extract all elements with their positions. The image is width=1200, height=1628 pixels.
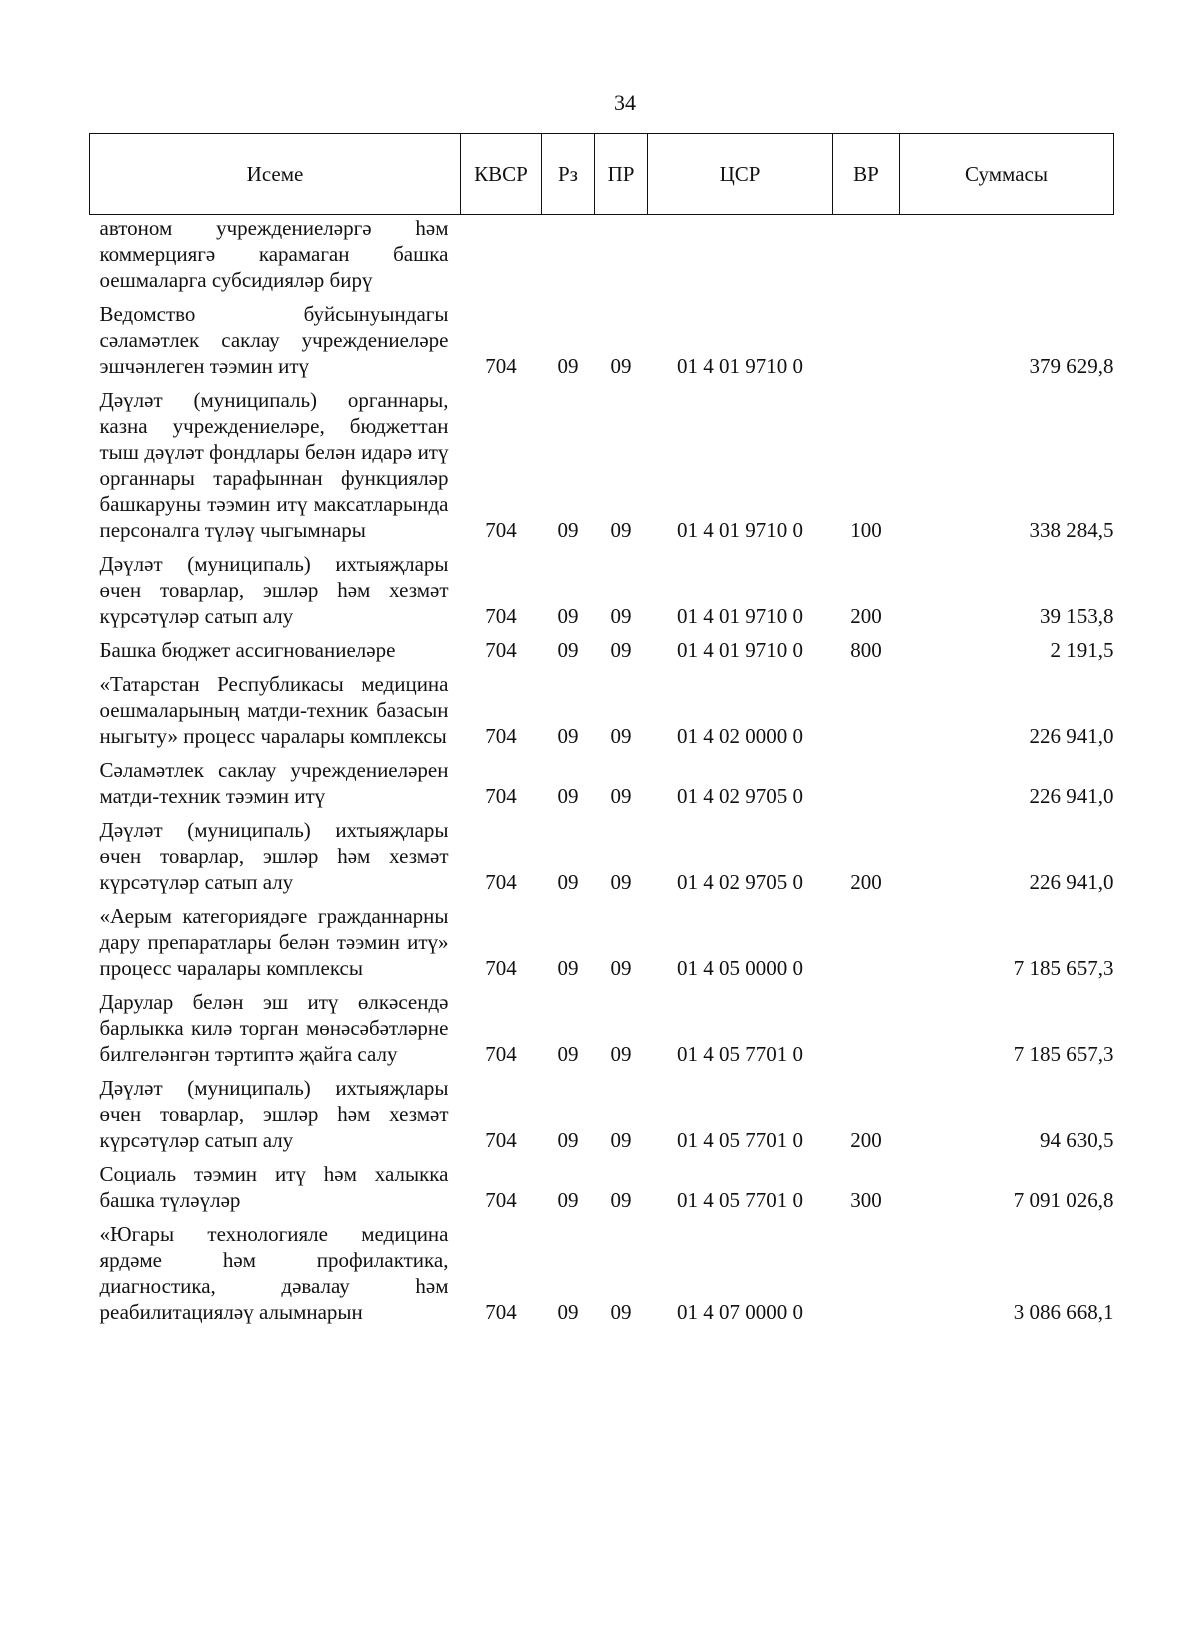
budget-table	[89, 133, 1114, 1325]
table-row	[90, 749, 1114, 809]
row-pr: 09	[610, 724, 632, 748]
row-kvsr: 704	[485, 604, 517, 628]
row-rz: 09	[557, 638, 579, 662]
row-name: Дарулар белән эш итү өлкәсендә барлыкка килә торган мөнәсәбәтләрне билгеләнгән тәртиптә җайга салу	[99, 990, 449, 1066]
row-pr: 09	[610, 784, 632, 808]
row-sum	[900, 215, 1114, 294]
row-csr: 01 4 01 9710 0	[677, 604, 803, 628]
row-pr	[595, 215, 648, 294]
row-sum: 7 091 026,8	[1013, 1188, 1114, 1212]
row-vr: 300	[850, 1188, 882, 1212]
row-kvsr	[461, 215, 542, 294]
row-vr	[833, 749, 900, 809]
header-pr: ПР	[595, 134, 648, 215]
row-rz: 09	[557, 518, 579, 542]
row-rz: 09	[557, 1188, 579, 1212]
table-row	[90, 1067, 1114, 1153]
table-row	[90, 663, 1114, 749]
row-csr: 01 4 01 9710 0	[677, 518, 803, 542]
row-pr: 09	[610, 1128, 632, 1152]
row-sum: 379 629,8	[1029, 354, 1114, 378]
row-sum: 7 185 657,3	[1013, 1042, 1114, 1066]
row-pr: 09	[610, 638, 632, 662]
row-rz: 09	[557, 724, 579, 748]
row-name: Дәүләт (муниципаль) ихтыяҗлары өчен товарлар, эшләр һәм хезмәт күрсәтүләр сатып алу	[99, 1076, 449, 1152]
row-sum: 226 941,0	[1029, 724, 1114, 748]
row-name: Дәүләт (муниципаль) органнары, казна учреждениеләре, бюджеттан тыш дәүләт фондлары белән идарә итү органнары тарафыннан функцияләр башкаруны тәэмин итү максатларында персоналга түләү чыгымнары	[99, 388, 449, 542]
row-sum: 7 185 657,3	[1013, 956, 1114, 980]
row-rz: 09	[557, 1128, 579, 1152]
row-rz: 09	[557, 956, 579, 980]
row-csr: 01 4 01 9710 0	[677, 354, 803, 378]
row-rz: 09	[557, 354, 579, 378]
table-row	[90, 1213, 1114, 1325]
row-kvsr: 704	[485, 956, 517, 980]
row-sum: 226 941,0	[1029, 784, 1114, 808]
row-pr: 09	[610, 518, 632, 542]
row-csr: 01 4 05 7701 0	[677, 1188, 803, 1212]
row-name: Дәүләт (муниципаль) ихтыяҗлары өчен товарлар, эшләр һәм хезмәт күрсәтүләр сатып алу	[99, 552, 449, 628]
row-kvsr: 704	[485, 1188, 517, 1212]
row-kvsr: 704	[485, 870, 517, 894]
row-kvsr: 704	[485, 1128, 517, 1152]
row-rz: 09	[557, 1042, 579, 1066]
row-vr	[833, 1213, 900, 1325]
row-kvsr: 704	[485, 354, 517, 378]
row-name: «Аерым категориядәге гражданнарны дару препаратлары белән тәэмин итү» процесс чаралары комплексы	[99, 904, 449, 980]
table-row	[90, 293, 1114, 379]
row-name: «Татарстан Республикасы медицина оешмаларының матди-техник базасын ныгыту» процесс чаралары комплексы	[99, 672, 449, 748]
row-vr	[833, 215, 900, 294]
row-csr: 01 4 02 9705 0	[677, 870, 803, 894]
row-pr: 09	[610, 870, 632, 894]
table-row	[90, 981, 1114, 1067]
row-vr: 200	[850, 604, 882, 628]
row-vr: 800	[850, 638, 882, 662]
row-pr: 09	[610, 1042, 632, 1066]
row-name: Социаль тәэмин итү һәм халыкка башка түләүләр	[99, 1162, 449, 1212]
header-rz: Рз	[542, 134, 595, 215]
row-vr	[833, 895, 900, 981]
row-csr	[648, 215, 833, 294]
row-sum: 94 630,5	[1040, 1128, 1114, 1152]
row-vr	[833, 981, 900, 1067]
table-row	[90, 543, 1114, 629]
row-sum: 338 284,5	[1029, 518, 1114, 542]
row-csr: 01 4 05 0000 0	[677, 956, 803, 980]
row-pr: 09	[610, 1300, 632, 1324]
row-rz: 09	[557, 870, 579, 894]
table-header-row	[90, 134, 1114, 215]
row-sum: 2 191,5	[1050, 638, 1114, 662]
row-rz	[542, 215, 595, 294]
row-name: автоном учреждениеләргә һәм коммерциягә карамаган башка оешмаларга субсидияләр бирү	[99, 216, 449, 292]
table-row	[90, 1153, 1114, 1213]
row-pr: 09	[610, 1188, 632, 1212]
row-vr: 100	[850, 518, 882, 542]
row-sum: 39 153,8	[1040, 604, 1114, 628]
row-rz: 09	[557, 604, 579, 628]
row-kvsr: 704	[485, 638, 517, 662]
header-kvsr: КВСР	[461, 134, 542, 215]
row-vr: 200	[850, 1128, 882, 1152]
table-row	[90, 629, 1114, 663]
page-number: 34	[614, 90, 636, 115]
row-name: Башка бюджет ассигнованиеләре	[99, 638, 396, 662]
header-vr: ВР	[833, 134, 900, 215]
row-vr	[833, 663, 900, 749]
row-csr: 01 4 05 7701 0	[677, 1042, 803, 1066]
row-csr: 01 4 05 7701 0	[677, 1128, 803, 1152]
row-kvsr: 704	[485, 518, 517, 542]
row-vr: 200	[850, 870, 882, 894]
row-name: Сәламәтлек саклау учреждениеләрен матди-техник тәэмин итү	[99, 758, 449, 808]
row-name: «Югары технологияле медицина ярдәме һәм профилактика, диагностика, дәвалау һәм реабилитацияләү алымнарын	[99, 1222, 449, 1324]
row-pr: 09	[610, 956, 632, 980]
row-sum: 226 941,0	[1029, 870, 1114, 894]
row-name: Ведомство буйсынуындагы сәламәтлек саклау учреждениеләре эшчәнлеген тәэмин итү	[99, 302, 449, 378]
row-vr	[833, 293, 900, 379]
header-csr: ЦСР	[648, 134, 833, 215]
row-kvsr: 704	[485, 1300, 517, 1324]
row-sum: 3 086 668,1	[1013, 1300, 1114, 1324]
table-row	[90, 379, 1114, 543]
row-csr: 01 4 01 9710 0	[677, 638, 803, 662]
row-rz: 09	[557, 1300, 579, 1324]
row-csr: 01 4 02 0000 0	[677, 724, 803, 748]
row-pr: 09	[610, 604, 632, 628]
table-row	[90, 895, 1114, 981]
row-rz: 09	[557, 784, 579, 808]
table-row	[90, 809, 1114, 895]
row-name: Дәүләт (муниципаль) ихтыяҗлары өчен товарлар, эшләр һәм хезмәт күрсәтүләр сатып алу	[99, 818, 449, 894]
row-pr: 09	[610, 354, 632, 378]
row-csr: 01 4 07 0000 0	[677, 1300, 803, 1324]
table-row	[90, 215, 1114, 294]
row-csr: 01 4 02 9705 0	[677, 784, 803, 808]
header-name: Исеме	[90, 134, 461, 215]
header-sum: Суммасы	[900, 134, 1114, 215]
row-kvsr: 704	[485, 1042, 517, 1066]
row-kvsr: 704	[485, 724, 517, 748]
row-kvsr: 704	[485, 784, 517, 808]
